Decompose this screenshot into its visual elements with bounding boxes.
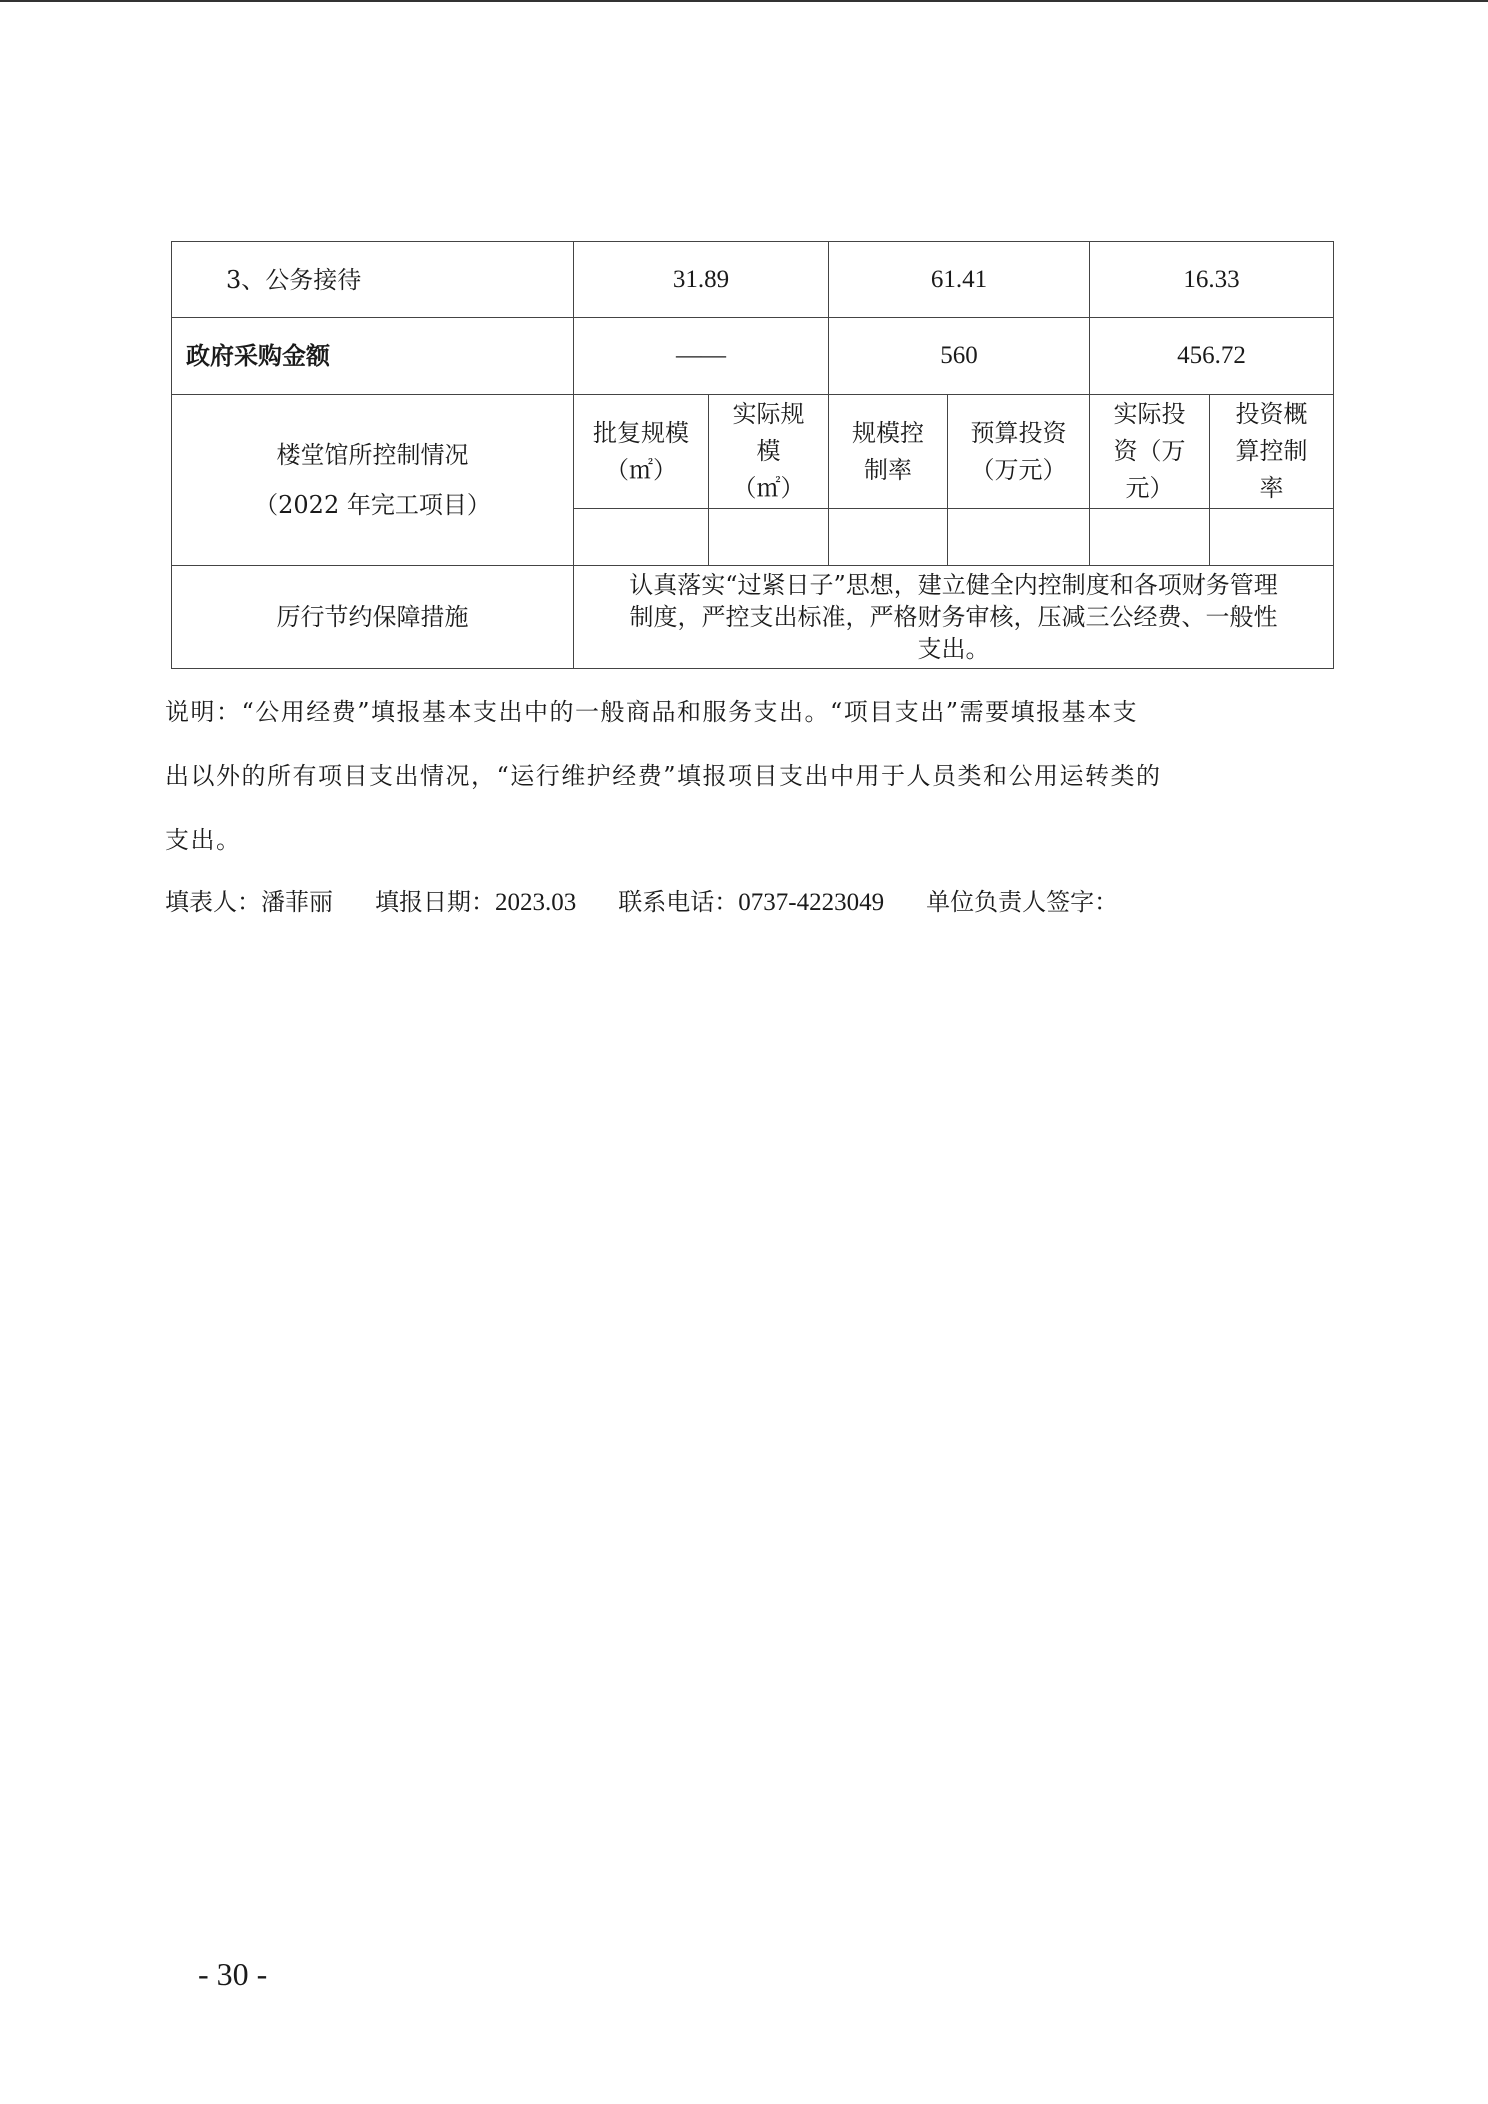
cell-procurement-v2: 560 (829, 318, 1090, 395)
header-actual-scale-l1: 实际规 (732, 400, 805, 428)
cell-reception-v2: 61.41 (829, 242, 1090, 318)
buildings-label-line1: 楼堂馆所控制情况 (276, 441, 469, 469)
header-actual-scale-l2: 模 (756, 437, 781, 465)
cell-empty (709, 509, 829, 566)
sign-label: 单位负责人签字： (926, 888, 1119, 916)
page-number: - 30 - (198, 1956, 268, 1992)
header-budget-investment-l1: 预算投资 (970, 418, 1067, 447)
header-budget-investment-l2: （万元） (970, 455, 1067, 484)
footer-info (165, 882, 1118, 917)
note-line-2: 出以外的所有项目支出情况，“运行维护经费”填报项目支出中用于人员类和公用运转类的 (165, 762, 1162, 790)
table-row-reception (172, 242, 1334, 318)
measures-line: 认真落实“过紧日子”思想，建立健全内控制度和各项财务管理 (629, 571, 1278, 599)
header-scale-control-rate-l2: 制率 (864, 455, 912, 484)
filler-label: 填表人： (165, 888, 261, 916)
filler-name: 潘菲丽 (261, 888, 333, 916)
cell-reception-v3: 16.33 (1090, 242, 1334, 318)
date-label: 填报日期： (375, 888, 495, 916)
expense-table (171, 241, 1334, 669)
measures-text (574, 566, 1334, 669)
header-actual-investment-l1: 实际投 (1113, 400, 1186, 428)
header-approved-scale-l1: 批复规模 (593, 418, 689, 447)
header-budget-control-rate-l1: 投资概 (1235, 400, 1308, 428)
header-actual-scale (709, 395, 829, 509)
table-row-buildings-header (172, 395, 1334, 509)
header-scale-control-rate-l1: 规模控 (852, 418, 924, 447)
top-border-line (0, 0, 1488, 2)
table-row-measures (172, 566, 1334, 669)
measures-line: 支出。 (917, 635, 990, 663)
cell-empty (1090, 509, 1210, 566)
table-row-procurement (172, 318, 1334, 395)
header-actual-investment-l3: 元） (1125, 474, 1174, 502)
cell-procurement-v3: 456.72 (1090, 318, 1334, 395)
cell-empty (574, 509, 709, 566)
header-budget-control-rate-l3: 率 (1259, 474, 1284, 502)
cell-procurement-v1: —— (574, 318, 829, 395)
header-approved-scale (574, 395, 709, 509)
note-line-3: 支出。 (165, 826, 242, 854)
header-actual-investment (1090, 395, 1210, 509)
measures-line: 制度，严控支出标准，严格财务审核，压减三公经费、一般性 (629, 603, 1278, 631)
cell-empty (829, 509, 948, 566)
header-budget-control-rate-l2: 算控制 (1235, 437, 1308, 465)
header-scale-control-rate (829, 395, 948, 509)
header-actual-scale-l3: （㎡） (732, 474, 805, 502)
header-approved-scale-l2: （㎡） (605, 455, 677, 484)
row-label-reception: 3、公务接待 (172, 242, 574, 318)
phone-label: 联系电话： (618, 888, 739, 916)
phone-value: 0737-4223049 (738, 889, 885, 916)
buildings-label-line2: （2022 年完工项目） (254, 491, 491, 519)
cell-empty (948, 509, 1090, 566)
note-line-1: 说明：“公用经费”填报基本支出中的一般商品和服务支出。“项目支出”需要填报基本支 (165, 698, 1139, 726)
header-budget-control-rate (1210, 395, 1334, 509)
cell-reception-v1: 31.89 (574, 242, 829, 318)
header-actual-investment-l2: 资（万 (1113, 437, 1186, 465)
cell-empty (1210, 509, 1334, 566)
row-label-procurement: 政府采购金额 (172, 318, 574, 395)
row-label-measures: 厉行节约保障措施 (172, 566, 574, 669)
date-value: 2023.03 (495, 889, 577, 916)
header-budget-investment (948, 395, 1090, 509)
row-label-buildings (172, 395, 574, 566)
